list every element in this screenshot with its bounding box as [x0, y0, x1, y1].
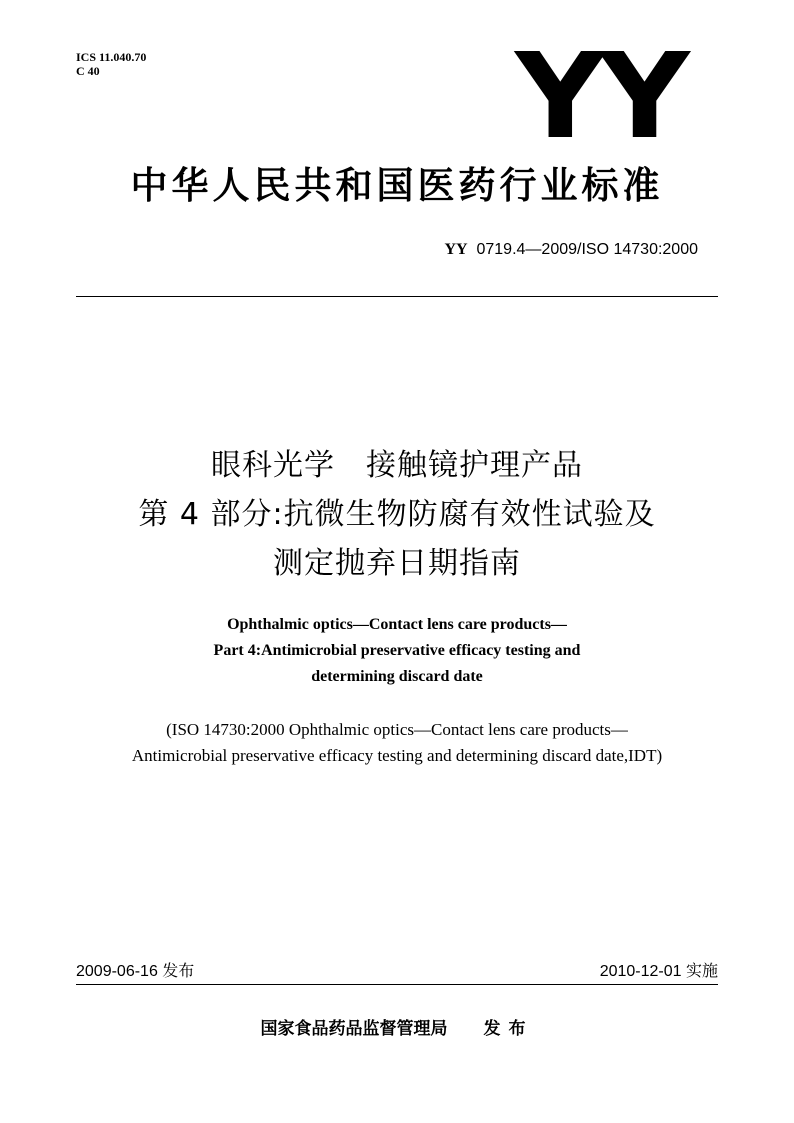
ics-code: ICS 11.040.70: [76, 50, 147, 64]
standard-number-prefix: YY: [444, 241, 468, 258]
standard-category-title: 中华人民共和国医药行业标准: [130, 164, 664, 207]
cn-title-line-3: 测定抛弃日期指南: [273, 546, 521, 581]
bottom-divider: [76, 984, 718, 985]
standard-number: [444, 240, 698, 260]
yy-logo: YY: [515, 27, 684, 165]
cn-title-line-1: 眼科光学 接触镜护理产品: [211, 448, 583, 483]
implementation-date: 2010-12-01 实施: [599, 963, 718, 980]
issue-date: 2009-06-16 发布: [76, 963, 195, 980]
en-title-line-2: Part 4:Antimicrobial preservative efficacy testing and: [213, 642, 581, 659]
en-title-line-1: Ophthalmic optics—Contact lens care products—: [227, 616, 567, 633]
en-title-line-3: determining discard date: [311, 668, 483, 685]
publish-word: 发布: [483, 1019, 534, 1039]
standard-number-value: 0719.4—2009/ISO 14730:2000: [476, 241, 698, 258]
iso-equivalence-line-2: Antimicrobial preservative efficacy testing and determining discard date,IDT): [131, 746, 663, 765]
classification-codes: [76, 50, 146, 78]
publisher-line: [0, 1018, 794, 1040]
publisher-name: 国家食品药品监督管理局: [260, 1019, 448, 1039]
cn-title-line-2: 第 4 部分:抗微生物防腐有效性试验及: [138, 497, 656, 532]
top-divider: [76, 296, 718, 297]
iso-equivalence-line-1: (ISO 14730:2000 Ophthalmic optics—Contact lens care products—: [166, 720, 628, 739]
ccs-code: C 40: [76, 64, 100, 78]
